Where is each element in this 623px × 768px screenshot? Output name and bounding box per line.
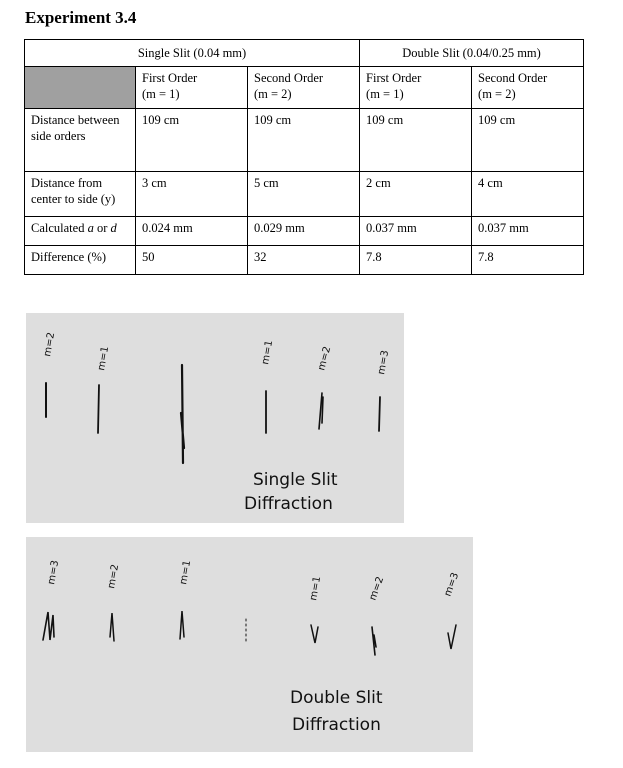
table-cell: 5 cm [248,172,360,217]
fringe-mark [180,611,184,639]
caption-line: Diffraction [292,715,381,735]
table-cell: 109 cm [360,109,472,172]
table-cell: 32 [248,246,360,275]
label-var-a: a [87,221,94,235]
order-label: m=3 [442,571,462,599]
results-table [24,39,584,275]
order-label: m=1 [308,575,324,602]
order-label: m=2 [106,563,122,590]
order-name: Second Order [254,71,324,85]
order-label: m=3 [46,559,62,586]
fringe-mark [98,385,99,433]
table-cell: 7.8 [360,246,472,275]
row-label: Distance between side orders [25,109,136,172]
double-slit-photo [26,537,473,752]
order-label: m=2 [42,331,58,358]
table-cell: 7.8 [472,246,584,275]
table-cell: 2 cm [360,172,472,217]
double-slit-header: Double Slit (0.04/0.25 mm) [360,40,584,67]
table-cell: 0.024 mm [136,217,248,246]
label-text: or [93,221,111,235]
group-header-row [25,40,584,67]
fringe-marks [46,365,380,463]
order-label: m=1 [260,339,276,366]
order-label: m=2 [316,345,334,372]
fringe-mark [372,627,376,655]
order-label: m=1 [96,345,112,372]
row-label: Distance from center to side (y) [25,172,136,217]
caption-line: Single Slit [253,470,338,490]
table-cell: 0.037 mm [472,217,584,246]
blank-header-cell [25,67,136,109]
table-cell: 50 [136,246,248,275]
fringe-mark [311,625,318,643]
table-row [25,172,584,217]
order-m: (m = 1) [366,87,404,101]
order-header-row [25,67,584,109]
table-cell: 109 cm [248,109,360,172]
order-name: Second Order [478,71,548,85]
order-m: (m = 2) [478,87,516,101]
table-cell: 0.037 mm [360,217,472,246]
table-cell: 109 cm [472,109,584,172]
fringe-mark [181,365,184,463]
order-m: (m = 1) [142,87,180,101]
caption-line: Diffraction [244,494,333,514]
fringe-mark [319,393,323,429]
order-header-cell [136,67,248,109]
row-label: Difference (%) [25,246,136,275]
single-slit-photo [26,313,404,523]
experiment-heading: Experiment 3.4 [25,8,137,27]
caption-line: Double Slit [290,688,383,708]
table-cell: 109 cm [136,109,248,172]
row-label [25,217,136,246]
order-name: First Order [366,71,422,85]
fringe-mark [448,625,456,649]
fringe-mark [110,613,114,641]
table-row [25,109,584,172]
order-header-cell [472,67,584,109]
order-label: m=3 [376,349,392,376]
single-slit-header: Single Slit (0.04 mm) [25,40,360,67]
table-row [25,217,584,246]
label-var-d: d [110,221,117,235]
table-cell: 4 cm [472,172,584,217]
table-cell: 0.029 mm [248,217,360,246]
fringe-mark [43,612,54,640]
fringe-marks [43,611,456,655]
order-header-cell [360,67,472,109]
table-row [25,246,584,275]
table-cell: 3 cm [136,172,248,217]
order-label: m=1 [178,559,194,586]
order-name: First Order [142,71,198,85]
label-text: Calculated [31,221,88,235]
fringe-mark [379,397,380,431]
order-header-cell [248,67,360,109]
order-label: m=2 [367,575,387,603]
order-m: (m = 2) [254,87,292,101]
